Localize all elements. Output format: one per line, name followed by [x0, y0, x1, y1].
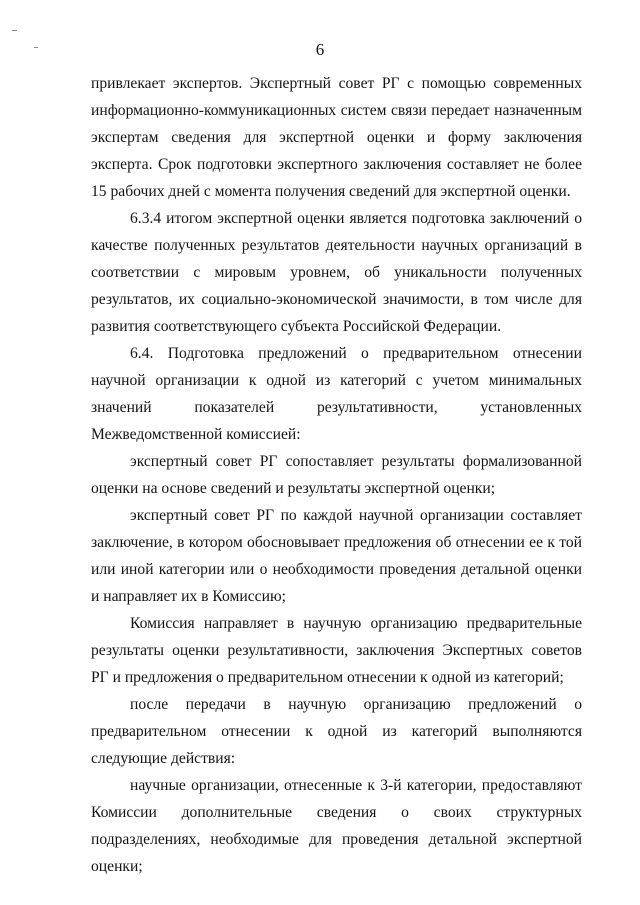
paragraph-expert-engagement: привлекает экспертов. Экспертный совет РГ с помощью современных информационно-коммуникационных систем связи передает назначенным экспертам сведения для экспертной оценки и форму заключения эксперта. Срок подготовки экспертного заключения составляет не более 15 рабочих дней с момента получения сведений для экспертной оценки. [91, 75, 582, 200]
paragraph-6-4: 6.4. Подготовка предложений о предварительном отнесении научной организации к одной из категорий с учетом минимальных значений показателей результативности, установленных Межведомственной комиссией: [91, 345, 582, 443]
paragraph-category-3: научные организации, отнесенные к 3-й категории, предоставляют Комиссии дополнительные сведения о своих структурных подразделениях, необходимые для проведения детальной экспертной оценки; [91, 777, 582, 875]
paragraph-commission-sends: Комиссия направляет в научную организацию предварительные результаты оценки результативности, заключения Экспертных советов РГ и предложения о предварительном отнесении к одной из категорий; [91, 615, 582, 686]
paragraph-compare-results: экспертный совет РГ сопоставляет результаты формализованной оценки на основе сведений и результаты экспертной оценки; [91, 453, 582, 497]
paragraph-6-3-4: 6.3.4 итогом экспертной оценки является подготовка заключений о качестве полученных результатов деятельности научных организаций в соответствии с мировым уровнем, об уникальности полученных результатов, их социально-экономической значимости, в том числе для развития соответствующего субъекта Российской Федерации. [91, 210, 582, 335]
document-body [91, 70, 582, 880]
page-number: 6 [315, 40, 325, 59]
paragraph-compose-conclusion: экспертный совет РГ по каждой научной организации составляет заключение, в котором обосновывает предложения об отнесении ее к той или иной категории или о необходимости проведения детальной оценки и направляет их в Комиссию; [91, 507, 582, 605]
scan-artifact-mark [12, 30, 17, 31]
paragraph-after-transfer: после передачи в научную организацию предложений о предварительном отнесении к одной из категорий выполняются следующие действия: [91, 696, 582, 767]
